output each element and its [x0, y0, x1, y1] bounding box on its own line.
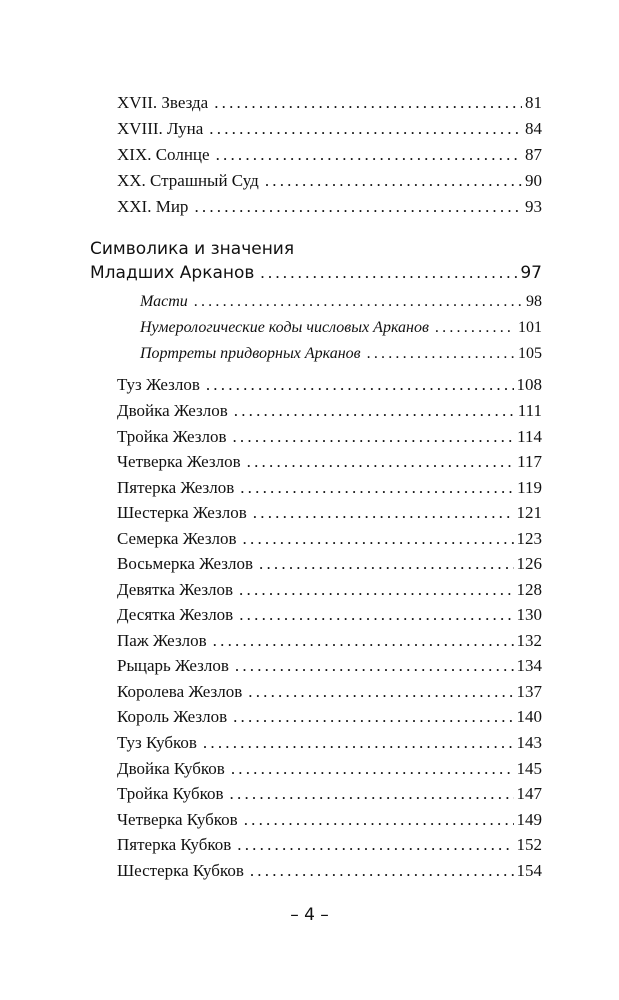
toc-entry: [117, 117, 542, 141]
dot-leader: [230, 782, 514, 806]
toc-entry: [117, 654, 542, 678]
page-number: – 4 –: [290, 905, 329, 925]
toc-entry: [117, 143, 542, 167]
toc-entry-title: Паж Жезлов: [117, 631, 207, 650]
toc-entry-title: XIX. Солнце: [117, 145, 210, 164]
toc-entry-title: Туз Кубков: [117, 733, 197, 752]
toc-subentry-page: 105: [518, 345, 542, 362]
toc-entry-title: Четверка Кубков: [117, 810, 238, 829]
toc-entry: [117, 603, 542, 627]
dot-leader: [243, 527, 514, 551]
dot-leader: [232, 425, 514, 449]
toc-entry-title: Двойка Кубков: [117, 759, 225, 778]
toc-entry: [117, 705, 542, 729]
toc-entry-page: 154: [516, 861, 542, 880]
dot-leader: [259, 552, 513, 576]
toc-entry: [117, 425, 542, 449]
dot-leader: [237, 833, 513, 857]
toc-entry-page: 111: [517, 401, 542, 420]
toc-entry-title: Король Жезлов: [117, 707, 228, 726]
dot-leader: [239, 578, 513, 602]
dot-leader: [240, 476, 514, 500]
dot-leader: [214, 91, 522, 115]
toc-entry-title: Королева Жезлов: [117, 682, 243, 701]
toc-entry-title: Тройка Жезлов: [117, 427, 227, 446]
toc-entry-page: 149: [516, 810, 542, 829]
dot-leader: [194, 290, 523, 314]
toc-entry-page: 140: [516, 707, 542, 726]
toc-entry-page: 87: [525, 145, 542, 164]
toc-entry-page: 117: [517, 452, 542, 471]
toc-entry-title: Восьмерка Жезлов: [117, 554, 254, 573]
toc-entry: [117, 91, 542, 115]
toc-subentry: [140, 342, 542, 366]
toc-entry-page: 90: [525, 171, 542, 190]
toc-entry-title: Пятерка Жезлов: [117, 478, 235, 497]
toc-entry-page: 130: [516, 605, 542, 624]
dot-leader: [209, 117, 522, 141]
toc-subentry-title: Портреты придворных Арканов: [140, 345, 361, 362]
toc-entry-title: Девятка Жезлов: [117, 580, 234, 599]
toc-entry-title: Десятка Жезлов: [117, 605, 234, 624]
toc-entry: [117, 476, 542, 500]
toc-entry-title: Пятерка Кубков: [117, 835, 232, 854]
toc-entry-title: Семерка Жезлов: [117, 529, 237, 548]
toc-entry-title: Двойка Жезлов: [117, 401, 228, 420]
toc-subentry-page: 98: [526, 293, 542, 310]
dot-leader: [231, 757, 514, 781]
toc-entry-title: Шестерка Жезлов: [117, 503, 247, 522]
dot-leader: [194, 195, 522, 219]
dot-leader: [260, 261, 517, 285]
toc-entry-page: 132: [516, 631, 542, 650]
toc-entry-page: 119: [517, 478, 542, 497]
toc-entry: [117, 808, 542, 832]
toc-subentry: [140, 316, 542, 340]
toc-entry: [117, 629, 542, 653]
toc-entry-title: XX. Страшный Суд: [117, 171, 259, 190]
toc-entry: [117, 757, 542, 781]
section-heading: Символика и значения: [90, 239, 295, 259]
toc-entry-page: 114: [517, 427, 542, 446]
dot-leader: [265, 169, 522, 193]
toc-entry: [117, 450, 542, 474]
toc-entry-page: 84: [525, 119, 542, 138]
toc-entry-title: Шестерка Кубков: [117, 861, 244, 880]
toc-entry-page: 147: [516, 784, 542, 803]
toc-entry-title: XVII. Звезда: [117, 93, 209, 112]
dot-leader: [247, 450, 514, 474]
toc-entry: [117, 527, 542, 551]
toc-subentry-title: Нумерологические коды числовых Арканов: [140, 319, 429, 336]
toc-entry-page: 108: [516, 375, 542, 394]
dot-leader: [213, 629, 514, 653]
dot-leader: [206, 373, 514, 397]
dot-leader: [234, 399, 515, 423]
toc-entry-page: 128: [516, 580, 542, 599]
toc-entry-title: Четверка Жезлов: [117, 452, 241, 471]
toc-entry-title: Рыцарь Жезлов: [117, 656, 229, 675]
dot-leader: [216, 143, 522, 167]
section-title: Младших Арканов: [90, 263, 255, 283]
toc-subentry: [140, 290, 542, 314]
section-page: 97: [520, 263, 542, 283]
toc-entry-page: 81: [525, 93, 542, 112]
toc-entry: [117, 501, 542, 525]
dot-leader: [244, 808, 514, 832]
section-entry: [90, 261, 542, 285]
toc-entry-page: 121: [516, 503, 542, 522]
toc-entry-page: 143: [516, 733, 542, 752]
toc-subentry-title: Масти: [140, 293, 188, 310]
toc-entry-page: 126: [516, 554, 542, 573]
toc-entry-title: Туз Жезлов: [117, 375, 200, 394]
toc-subentry-page: 101: [518, 319, 542, 336]
dot-leader: [367, 342, 515, 366]
toc-entry-page: 137: [516, 682, 542, 701]
dot-leader: [250, 859, 514, 883]
toc-entry-title: XXI. Мир: [117, 197, 189, 216]
toc-entry: [117, 373, 542, 397]
toc-entry: [117, 833, 542, 857]
toc-entry: [117, 578, 542, 602]
toc-entry-page: 145: [516, 759, 542, 778]
toc-entry-title: Тройка Кубков: [117, 784, 224, 803]
dot-leader: [435, 316, 515, 340]
dot-leader: [235, 654, 514, 678]
dot-leader: [233, 705, 513, 729]
toc-entry: [117, 731, 542, 755]
toc-entry: [117, 169, 542, 193]
toc-entry-page: 93: [525, 197, 542, 216]
toc-entry: [117, 859, 542, 883]
toc-entry: [117, 195, 542, 219]
dot-leader: [248, 680, 513, 704]
toc-entry-page: 152: [516, 835, 542, 854]
toc-entry: [117, 552, 542, 576]
dot-leader: [239, 603, 513, 627]
toc-entry-title: XVIII. Луна: [117, 119, 204, 138]
toc-entry-page: 123: [516, 529, 542, 548]
dot-leader: [253, 501, 514, 525]
dot-leader: [203, 731, 514, 755]
toc-entry: [117, 782, 542, 806]
toc-entry-page: 134: [516, 656, 542, 675]
toc-entry: [117, 399, 542, 423]
toc-entry: [117, 680, 542, 704]
